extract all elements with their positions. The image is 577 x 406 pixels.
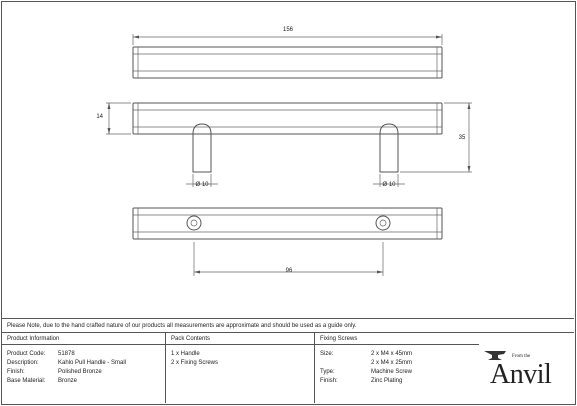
bottom-view-bar <box>133 208 442 239</box>
disclaimer-note: Please Note, due to the hand crafted nature of our products all measurements are approximate and should be used as a guide only. <box>2 318 574 333</box>
right-fixing-hole <box>376 216 390 230</box>
right-leg-diameter-label: Ø 10 <box>382 182 396 188</box>
pack-contents-header: Pack Contents <box>166 333 314 345</box>
centres-label: 96 <box>285 268 293 274</box>
top-view <box>133 27 442 78</box>
overall-length-label: 156 <box>282 27 294 33</box>
top-view-bar <box>133 47 442 78</box>
left-leg-diameter-label: Ø 10 <box>195 182 209 188</box>
side-view-bar <box>133 103 442 134</box>
left-fixing-hole <box>187 216 201 230</box>
logo-tagline: From the <box>512 354 531 359</box>
left-leg <box>193 124 211 172</box>
product-information-header: Product Information <box>2 333 165 345</box>
fixing-screws-header: Fixing Screws <box>315 333 479 345</box>
projection-label: 35 <box>458 135 466 141</box>
logo-brand: Anvil <box>490 359 552 390</box>
side-view <box>96 103 472 188</box>
product-information-section: Product Information Product Code: 51878 Description: Kahlo Pull Handle - Small Finish: Polished Bronze Base Material: Bronze <box>2 333 166 403</box>
right-leg <box>380 124 398 172</box>
pack-contents-section <box>166 333 315 403</box>
anvil-logo <box>478 342 573 398</box>
pack-item: 2 x Fixing Screws <box>171 360 219 366</box>
pack-item: 1 x Handle <box>171 351 200 357</box>
bottom-view <box>133 208 442 276</box>
fixing-screws-section: Fixing Screws Size: 2 x M4 x 45mm 2 x M4 x 25mm Type: Machine Screw Finish: Zinc Plating <box>315 333 479 403</box>
bar-height-label: 14 <box>96 114 103 120</box>
